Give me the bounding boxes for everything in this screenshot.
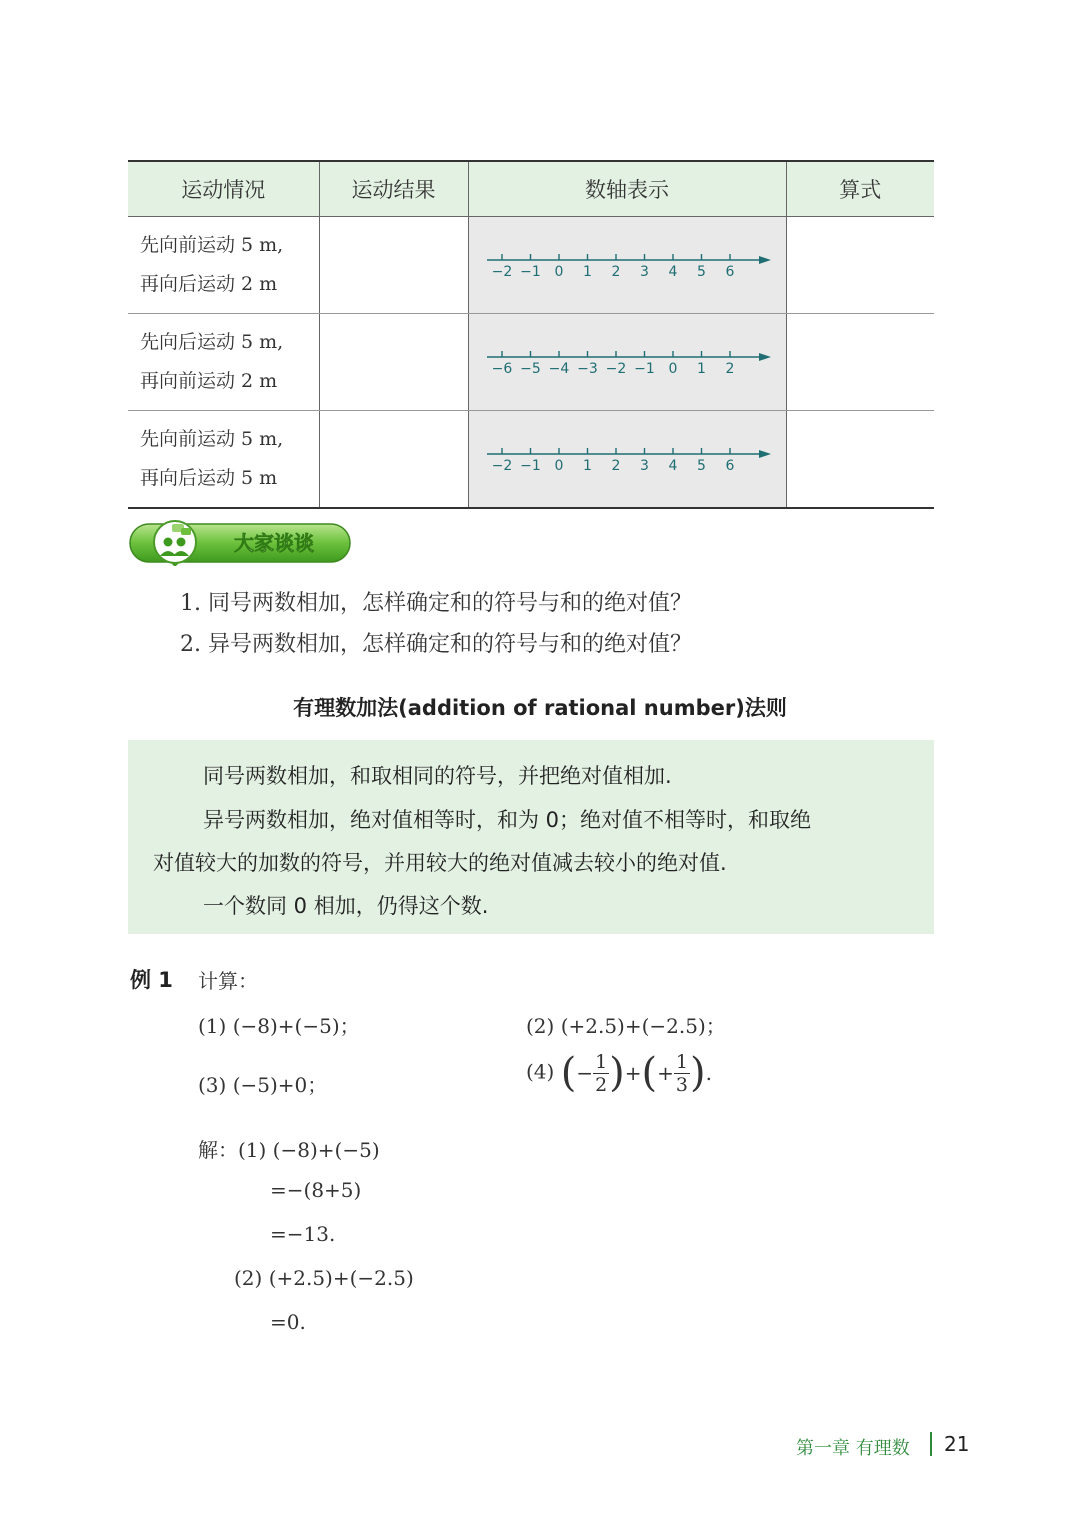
axis-tick-label: 3 <box>639 458 649 474</box>
motion-desc: 先向前运动 5 m, 再向后运动 2 m <box>128 217 319 314</box>
axis-tick-label: 1 <box>582 458 592 474</box>
axis-tick-label: 1 <box>582 264 592 280</box>
header-motion: 运动情况 <box>128 161 319 217</box>
solution-line-1: 解：(1) (−8)+(−5) <box>198 1138 380 1162</box>
numberline-cell <box>468 411 786 509</box>
numberline-cell <box>468 217 786 314</box>
axis-tick-label: −6 <box>491 361 512 377</box>
fraction-one-half: $\frac{1}{2}$ <box>595 1050 608 1096</box>
discuss-badge-label: 大家谈谈 <box>234 531 314 555</box>
solution-line-3: =−13. <box>270 1222 336 1246</box>
rule-line-1: 同号两数相加，和取相同的符号，并把绝对值相加. <box>203 764 672 788</box>
rule-line-3: 一个数同 0 相加，仍得这个数. <box>203 894 489 918</box>
axis-arrow <box>759 256 771 264</box>
result-cell <box>319 411 468 509</box>
formula-cell <box>786 411 934 509</box>
example-item-2: (2) (+2.5)+(−2.5)； <box>526 1014 726 1038</box>
example-item-4: (4) (− $\frac{1}{2}$ )+(+ $\frac{1}{3}$ ). <box>526 1050 712 1096</box>
people-chat-icon <box>154 521 196 563</box>
table-row <box>128 411 934 509</box>
axis-tick-label: 2 <box>611 264 620 280</box>
result-cell <box>319 314 468 411</box>
rule-box <box>128 740 934 934</box>
table-row <box>128 217 934 314</box>
axis-tick-label: 4 <box>668 458 677 474</box>
axis-tick-label: −2 <box>605 361 626 377</box>
footer-chapter: 第一章 有理数 <box>796 1438 910 1459</box>
rule-title: 有理数加法(addition of rational number)法则 <box>293 696 787 720</box>
discussion-question-2: 2. 异号两数相加，怎样确定和的符号与和的绝对值？ <box>180 632 692 657</box>
axis-tick-label: 0 <box>554 264 563 280</box>
table-row <box>128 314 934 411</box>
fraction-one-third: $\frac{1}{3}$ <box>675 1050 689 1096</box>
axis-tick-label: −1 <box>519 264 541 280</box>
numberline-cell <box>468 314 786 411</box>
axis-arrow <box>759 353 771 361</box>
formula-cell <box>786 217 934 314</box>
rule-line-2b: 对值较大的加数的符号，并用较大的绝对值减去较小的绝对值. <box>153 851 727 875</box>
axis-tick-label: −2 <box>491 458 512 474</box>
axis-tick-label: −2 <box>491 264 512 280</box>
axis-tick-label: 3 <box>639 264 649 280</box>
footer-divider <box>930 1432 932 1456</box>
motion-table <box>128 160 934 509</box>
solution-line-5: =0. <box>270 1310 306 1334</box>
axis-arrow <box>759 450 771 458</box>
axis-tick-label: −5 <box>519 361 541 377</box>
example-item-1: (1) (−8)+(−5)； <box>198 1014 360 1038</box>
example-prompt: 计算： <box>198 969 258 993</box>
discussion-question-1: 1. 同号两数相加，怎样确定和的符号与和的绝对值？ <box>180 591 692 616</box>
axis-tick-label: 2 <box>611 458 620 474</box>
number-line <box>469 217 787 308</box>
axis-tick-label: −4 <box>548 361 569 377</box>
axis-tick-label: −1 <box>633 361 655 377</box>
header-formula: 算式 <box>786 161 934 217</box>
axis-tick-label: 1 <box>696 361 706 377</box>
number-line <box>469 411 787 502</box>
table-header-row <box>128 161 934 217</box>
motion-desc: 先向前运动 5 m, 再向后运动 5 m <box>128 411 319 509</box>
solution-line-4: (2) (+2.5)+(−2.5) <box>234 1266 414 1290</box>
axis-tick-label: −3 <box>576 361 598 377</box>
axis-tick-label: 0 <box>668 361 677 377</box>
solution-line-2: =−(8+5) <box>270 1178 362 1202</box>
axis-tick-label: 5 <box>696 264 706 280</box>
axis-tick-label: 0 <box>554 458 563 474</box>
example-item-3: (3) (−5)+0； <box>198 1073 328 1097</box>
axis-tick-label: 6 <box>725 458 734 474</box>
number-line <box>469 314 787 405</box>
rule-line-2a: 异号两数相加，绝对值相等时，和为 0；绝对值不相等时，和取绝 <box>203 808 812 832</box>
formula-cell <box>786 314 934 411</box>
motion-desc: 先向后运动 5 m, 再向前运动 2 m <box>128 314 319 411</box>
axis-tick-label: 4 <box>668 264 677 280</box>
discuss-badge <box>128 520 352 566</box>
axis-tick-label: 2 <box>725 361 734 377</box>
axis-tick-label: −1 <box>519 458 541 474</box>
header-numberline: 数轴表示 <box>468 161 786 217</box>
page-number: 21 <box>944 1432 970 1456</box>
header-result: 运动结果 <box>319 161 468 217</box>
result-cell <box>319 217 468 314</box>
axis-tick-label: 5 <box>696 458 706 474</box>
example-label: 例 1 <box>130 968 173 992</box>
axis-tick-label: 6 <box>725 264 734 280</box>
